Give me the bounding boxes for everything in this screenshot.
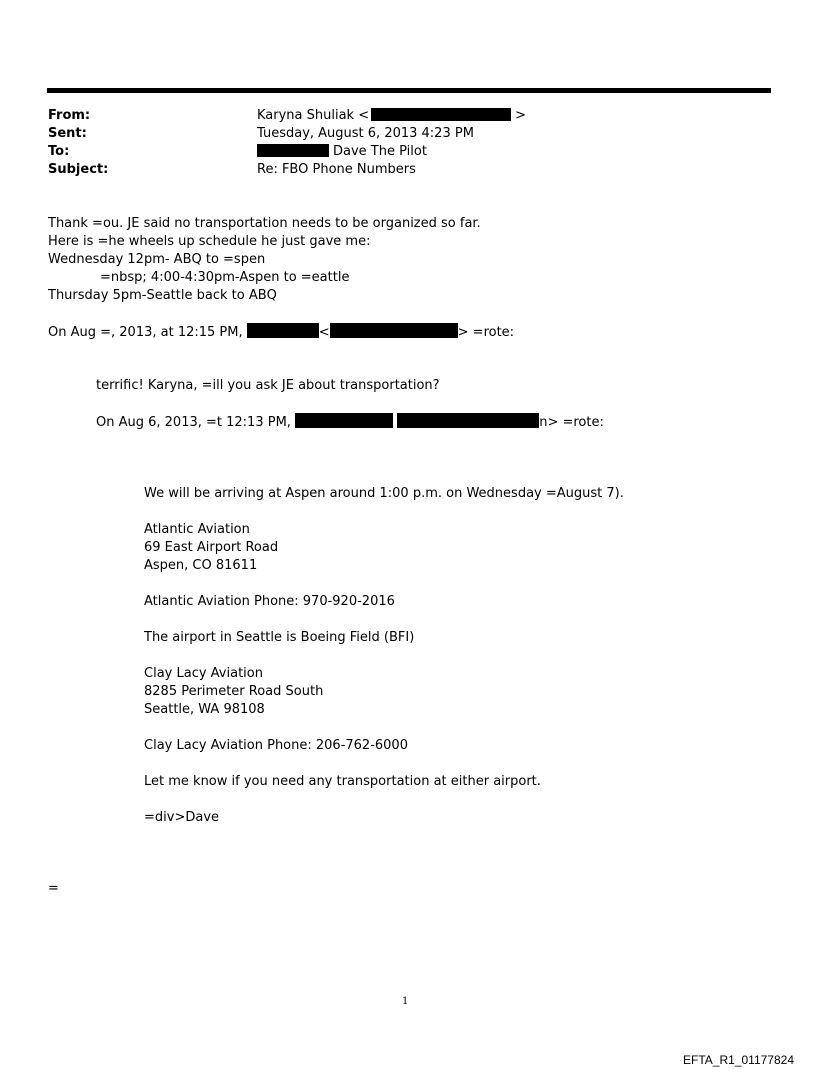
from-end: >: [515, 108, 527, 123]
reply-line: Wednesday 12pm- ABQ to =spen: [48, 252, 266, 267]
quote2-line: Let me know if you need any transportation at either airport.: [144, 774, 541, 789]
redaction-box: [330, 323, 458, 338]
subject-label: Subject:: [48, 162, 109, 177]
subject-value: Re: FBO Phone Numbers: [257, 162, 416, 177]
quote1-intro: [48, 323, 514, 342]
quote2-line: We will be arriving at Aspen around 1:00 p.m. on Wednesday =August 7).: [144, 486, 624, 501]
sent-label: Sent:: [48, 126, 87, 141]
quote2-line: Clay Lacy Aviation Phone: 206-762-6000: [144, 738, 408, 753]
reply-line: =nbsp; 4:00-4:30pm-Aspen to =eattle: [100, 270, 350, 285]
quote1-intro-c: > =rote:: [457, 325, 515, 340]
reply-line: Here is =he wheels up schedule he just gave me:: [48, 234, 371, 249]
redaction-box: [247, 323, 319, 338]
redaction-box: [397, 413, 539, 428]
quote2-line: 8285 Perimeter Road South: [144, 684, 324, 699]
quote1-body: terrific! Karyna, =ill you ask JE about transportation?: [96, 378, 440, 393]
trailer-char: =: [48, 881, 59, 896]
from-value: [257, 107, 526, 125]
redaction-box: [295, 413, 393, 428]
quote2-line: =div>Dave: [144, 810, 220, 825]
quote2-line: Clay Lacy Aviation: [144, 666, 263, 681]
to-value: [257, 143, 427, 161]
bates-number: EFTA_R1_01177824: [683, 1053, 794, 1067]
reply-line: Thursday 5pm-Seattle back to ABQ: [48, 288, 277, 303]
header-rule: [47, 88, 771, 93]
reply-line: Thank =ou. JE said no transportation needs to be organized so far.: [48, 216, 481, 231]
redaction-box: [371, 108, 511, 121]
quote1-intro-b: <: [318, 325, 330, 340]
quote1-intro-a: On Aug =, 2013, at 12:15 PM,: [48, 325, 243, 340]
quote2-intro-c: n> =rote:: [539, 415, 604, 430]
quote2-line: Seattle, WA 98108: [144, 702, 265, 717]
quote2-intro: [96, 413, 604, 432]
to-label: To:: [48, 144, 70, 159]
quote2-line: Aspen, CO 81611: [144, 558, 258, 573]
from-label: From:: [48, 108, 91, 123]
quote2-line: Atlantic Aviation Phone: 970-920-2016: [144, 594, 395, 609]
quote2-intro-a: On Aug 6, 2013, =t 12:13 PM,: [96, 415, 291, 430]
quote2-line: The airport in Seattle is Boeing Field (BFI): [144, 630, 415, 645]
quote2-line: 69 East Airport Road: [144, 540, 279, 555]
from-name: Karyna Shuliak <: [257, 108, 370, 123]
sent-value: Tuesday, August 6, 2013 4:23 PM: [257, 126, 474, 141]
redaction-box: [257, 144, 329, 157]
quote2-line: Atlantic Aviation: [144, 522, 250, 537]
to-name: Dave The Pilot: [333, 144, 427, 159]
page-number: 1: [402, 996, 409, 1007]
